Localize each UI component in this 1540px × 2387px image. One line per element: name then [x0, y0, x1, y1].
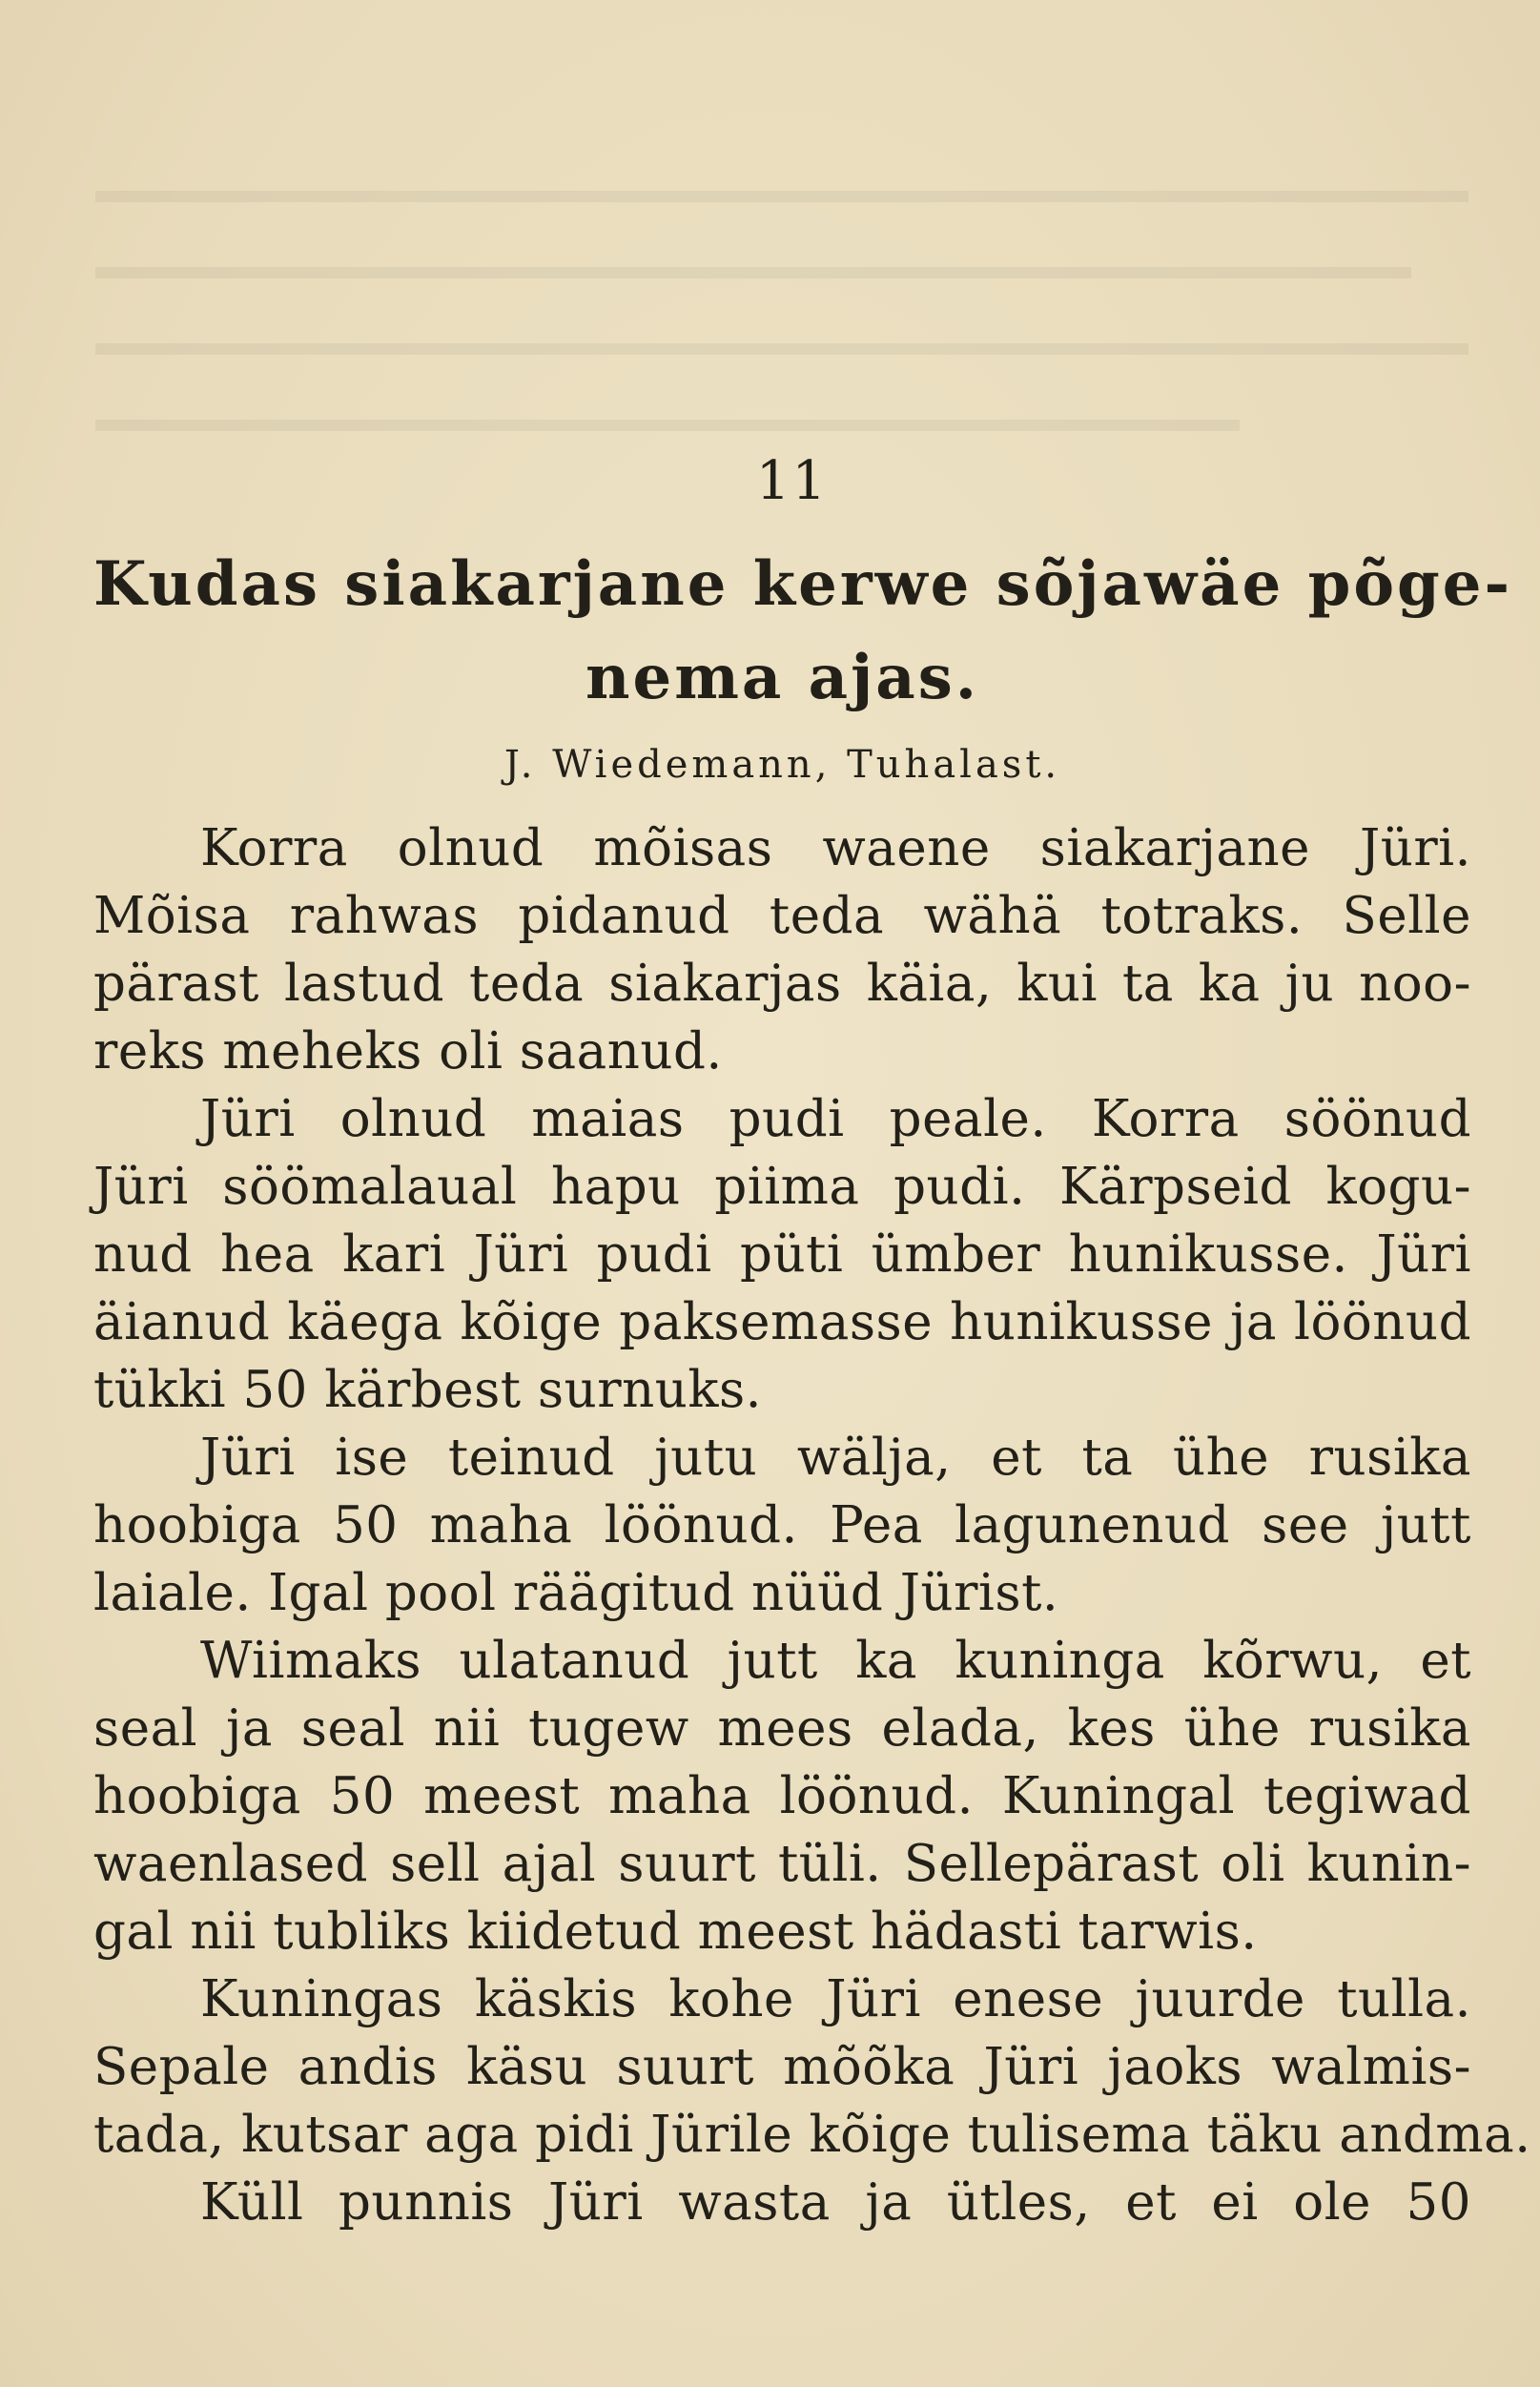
paragraph [93, 1085, 1471, 1424]
text-line: äianud käega kõige paksemasse hunikusse ja löönud [93, 1293, 1471, 1351]
paragraph [93, 1424, 1471, 1627]
text-line: seal ja seal nii tugew mees elada, kes ühe rusika [93, 1699, 1471, 1758]
text-line: laiale. Igal pool räägitud nüüd Jürist. [93, 1564, 1059, 1622]
text-line: Mõisa rahwas pidanud teda wähä totraks. Selle [93, 887, 1471, 945]
text-line: reks meheks oli saanud. [93, 1022, 723, 1080]
text-line: Korra olnud mõisas waene siakarjane Jüri. [200, 819, 1471, 877]
text-line: tükki 50 kärbest surnuks. [93, 1361, 763, 1419]
paragraph [93, 814, 1471, 1085]
page-content [93, 448, 1531, 2236]
text-line: Kuningas käskis kohe Jüri enese juurde tulla. [200, 1970, 1471, 2028]
chapter-title-line: nema ajas. [585, 642, 980, 713]
text-line: pärast lastud teda siakarjas käia, kui ta ka ju noo- [93, 955, 1471, 1013]
text-line: nud hea kari Jüri pudi püti ümber hunikusse. Jüri [93, 1225, 1471, 1284]
paragraph [93, 1627, 1471, 1965]
text-line: Wiimaks ulatanud jutt ka kuninga kõrwu, et [200, 1632, 1471, 1690]
chapter-title-line: Kudas siakarjane kerwe sõjawäe põge- [93, 548, 1513, 620]
text-line: Sepale andis käsu suurt mõõka Jüri jaoks walmis- [93, 2038, 1471, 2096]
page-number: 11 [755, 450, 829, 512]
text-line: Jüri söömalaual hapu piima pudi. Kärpseid kogu- [93, 1158, 1471, 1216]
text-line: hoobiga 50 maha löönud. Pea lagunenud see jutt [93, 1496, 1471, 1554]
text-line: Jüri ise teinud jutu wälja, et ta ühe rusika [200, 1429, 1471, 1487]
text-line: tada, kutsar aga pidi Jürile kõige tulisema täku andma. [93, 2106, 1531, 2164]
text-line: waenlased sell ajal suurt tüli. Sellepärast oli kunin- [93, 1835, 1471, 1893]
text-line: Jüri olnud maias pudi peale. Korra söönud [200, 1090, 1471, 1148]
paragraph [93, 2169, 1471, 2236]
text-line: gal nii tubliks kiidetud meest hädasti tarwis. [93, 1903, 1258, 1961]
text-line: Küll punnis Jüri wasta ja ütles, et ei ole 50 [200, 2173, 1471, 2232]
body-text [93, 814, 1531, 2236]
author-byline: J. Wiedemann, Tuhalast. [503, 743, 1061, 787]
paragraph [93, 1965, 1531, 2169]
chapter-title [93, 538, 1513, 725]
text-line: hoobiga 50 meest maha löönud. Kuningal tegiwad [93, 1767, 1471, 1825]
